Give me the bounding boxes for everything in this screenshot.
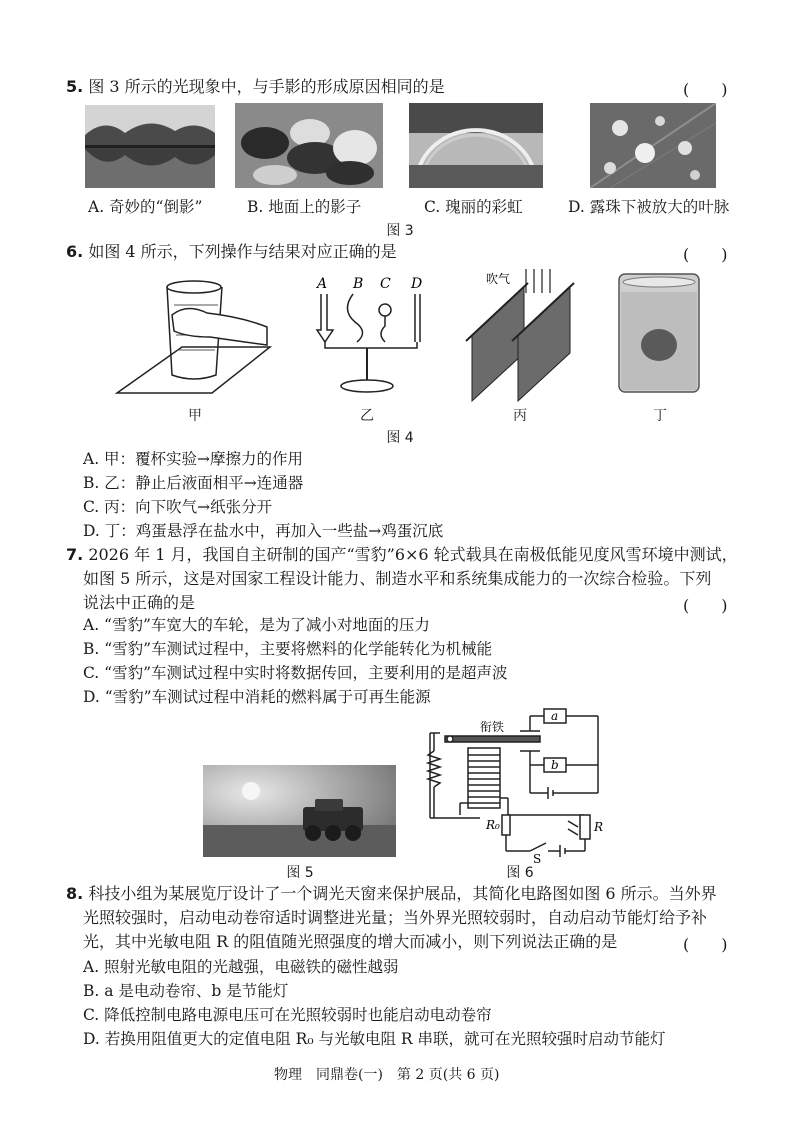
q7-stem-line-1 [66,543,738,567]
q8-stem-1: 科技小组为某展览厅设计了一个调光天窗来保护展品，其简化电路图如图 6 所示。当外界 [88,884,717,903]
q6-option-d[interactable]: D. 丁：鸡蛋悬浮在盐水中，再加入一些盐→鸡蛋沉底 [83,522,444,540]
q7-figure5-snow-vehicle-photo [203,765,396,857]
q7-option-d[interactable]: D. “雪豹”车测试过程中消耗的燃料属于可再生能源 [83,688,431,706]
q7-stem-line-2: 如图 5 所示，这是对国家工程设计能力、制造水平和系统集成能力的一次综合检验。下列 [83,569,712,588]
q6-figure-ding-egg [615,270,703,395]
circuit-armature [445,736,540,742]
q7-figure6-circuit [420,703,620,865]
q6-label-jia: 甲 [188,408,202,424]
q6-blow-label: 吹气 [486,272,511,286]
circuit-load-a-label: a [551,709,559,723]
q7-answer-paren: ( ) [683,596,728,615]
q6-figure-jia-cup [112,275,277,405]
q5-option-d[interactable]: D. 露珠下被放大的叶脉 [568,198,730,216]
circuit-r-label: R [594,820,604,834]
q6-option-b[interactable]: B. 乙：静止后液面相平→连通器 [83,474,304,492]
q7-option-b[interactable]: B. “雪豹”车测试过程中，主要将燃料的化学能转化为机械能 [83,640,493,658]
q5-number: 5. [66,77,84,96]
q6-stem-line [66,240,397,264]
circuit-armature-label: 衔铁 [480,720,505,734]
q8-option-d[interactable]: D. 若换用阻值更大的定值电阻 R₀ 与光敏电阻 R 串联，就可在光照较强时启动节能灯 [83,1030,666,1048]
q6-option-c[interactable]: C. 丙：向下吹气→纸张分开 [83,498,273,516]
q6-tube-label-d: D [411,276,423,292]
q8-stem-line-2: 光照较强时，启动电动卷帘适时调整进光量；当外界光照较弱时，自动启动节能灯给予补 [83,908,708,927]
circuit-load-b-label: b [551,758,559,772]
q5-photo-reflection [85,105,215,188]
q5-figure-caption: 图 3 [386,223,414,239]
q6-tube-label-c: C [380,276,391,292]
q5-option-c[interactable]: C. 瑰丽的彩虹 [424,198,523,216]
q8-stem-line-1 [66,882,717,906]
q7-stem-line-3: 说法中正确的是 [83,593,196,612]
q5-photo-dewdrops [590,103,716,188]
q5-stem-line [66,75,445,99]
q7-option-a[interactable]: A. “雪豹”车宽大的车轮，是为了减小对地面的压力 [83,616,430,634]
q7-number: 7. [66,545,84,564]
circuit-switch-label: S [533,852,542,865]
circuit-resistor-r0 [502,815,510,835]
q6-figure-caption: 图 4 [386,430,414,446]
q6-tube-label-b: B [353,276,364,292]
q6-figure-yi-vessels [305,270,430,400]
q7-figure6-caption: 图 6 [506,865,534,881]
circuit-switch [530,843,546,851]
q6-label-ding: 丁 [653,408,667,424]
q6-figure-bing-papers [458,265,583,405]
q6-stem: 如图 4 所示，下列操作与结果对应正确的是 [88,242,397,261]
q5-answer-paren: ( ) [683,80,728,99]
page-footer: 物理 同鼎卷(一) 第 2 页(共 6 页) [274,1067,500,1083]
q6-number: 6. [66,242,84,261]
q6-label-yi: 乙 [360,408,374,424]
q6-option-a[interactable]: A. 甲：覆杯实验→摩擦力的作用 [83,450,304,468]
q6-answer-paren: ( ) [683,245,728,264]
q5-option-b[interactable]: B. 地面上的影子 [247,198,362,216]
q6-tube-label-a: A [317,276,328,292]
circuit-photoresistor [580,815,590,839]
q7-stem-1: 2026 年 1 月，我国自主研制的国产“雪豹”6×6 轮式载具在南极低能见度风雪环境中测试， [88,545,738,564]
q8-answer-paren: ( ) [683,935,728,954]
q5-photo-shadow [235,103,383,188]
q5-photo-rainbow [409,103,543,188]
q8-option-a[interactable]: A. 照射光敏电阻的光越强，电磁铁的磁性越弱 [83,958,399,976]
q8-option-b[interactable]: B. a 是电动卷帘、b 是节能灯 [83,982,289,1000]
q8-number: 8. [66,884,84,903]
q7-figure5-caption: 图 5 [286,865,314,881]
q6-label-bing: 丙 [513,408,527,424]
q8-option-c[interactable]: C. 降低控制电路电源电压可在光照较弱时也能启动电动卷帘 [83,1006,492,1024]
circuit-r0-label: R₀ [486,818,500,832]
q7-option-c[interactable]: C. “雪豹”车测试过程中实时将数据传回，主要利用的是超声波 [83,664,508,682]
q5-option-a[interactable]: A. 奇妙的“倒影” [88,198,203,216]
q5-stem: 图 3 所示的光现象中，与手影的形成原因相同的是 [88,77,445,96]
q8-stem-line-3: 光，其中光敏电阻 R 的阻值随光照强度的增大而减小，则下列说法正确的是 [83,932,618,951]
